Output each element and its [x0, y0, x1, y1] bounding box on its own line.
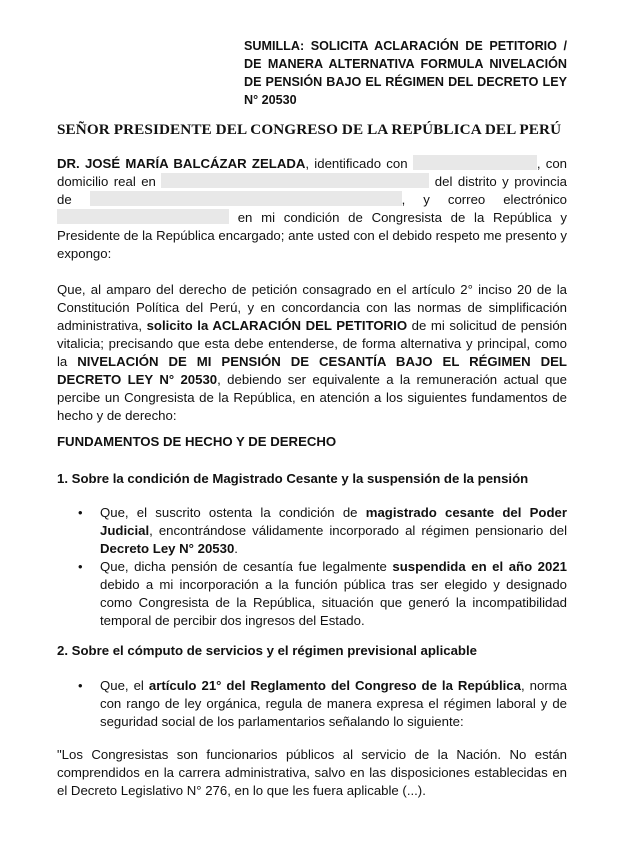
list-item-text: Que, el [100, 678, 149, 693]
list-item-text: , norma con rango de ley orgánica, regula de manera expresa el régimen laboral y de seguridad social de los parlamentarios señalando lo siguiente: [100, 678, 567, 729]
redacted-address [161, 173, 429, 188]
intro-text: , y correo electrónico [401, 192, 567, 207]
paragraph-text: , debiendo ser equivalente a la remuneración actual que percibe un Congresista de la República, en atención a los siguientes fundamentos de hecho y de derecho: [57, 372, 567, 423]
paragraph-bold-text: NIVELACIÓN DE MI PENSIÓN DE CESANTÍA BAJO EL RÉGIMEN DEL DECRETO LEY N° 20530 [57, 354, 567, 387]
legal-quote: "Los Congresistas son funcionarios públicos al servicio de la Nación. No están comprendidos en la carrera administrativa, salvo en las disposiciones establecidas en el Decreto Legislativo N° 276, en lo que les fuera aplicable (...). [57, 747, 567, 798]
list-item [78, 558, 568, 630]
paragraph-bold-text: solicito la ACLARACIÓN DEL PETITORIO [146, 318, 408, 333]
list-item-text: Que, dicha pensión de cesantía fue legalmente [100, 559, 393, 574]
list-item-text: Que, el suscrito ostenta la condición de [100, 505, 366, 520]
sumilla: SUMILLA: SOLICITA ACLARACIÓN DE PETITORIO / DE MANERA ALTERNATIVA FORMULA NIVELACIÓN DE PENSIÓN BAJO EL RÉGIMEN DEL DECRETO LEY N° 20530 [244, 39, 567, 107]
intro-text: en mi condición de Congresista de la República y Presidente de la República encargado; ante usted con el debido respeto me presento y expongo: [57, 210, 567, 261]
bullet-icon: • [78, 559, 83, 574]
list-item-text: , encontrándose válidamente incorporado al régimen pensionario del [149, 523, 567, 538]
redacted-id [413, 155, 537, 170]
addressee: SEÑOR PRESIDENTE DEL CONGRESO DE LA REPÚBLICA DEL PERÚ [57, 121, 562, 138]
bullet-icon: • [78, 678, 83, 693]
petitioner-name: DR. JOSÉ MARÍA BALCÁZAR ZELADA [57, 156, 306, 171]
intro-paragraph [57, 155, 567, 263]
list-item-bold-text: magistrado cesante del Poder Judicial [100, 505, 567, 538]
intro-text: del distrito y provincia de [57, 174, 567, 207]
section-2-title: 2. Sobre el cómputo de servicios y el régimen previsional aplicable [57, 643, 477, 658]
paragraph-text: Que, al amparo del derecho de petición consagrado en el artículo 2° inciso 20 de la Constitución Política del Perú, y en concordancia con las normas de simplificación administrativa, [57, 282, 567, 333]
redacted-district [90, 191, 402, 206]
list-item [78, 677, 567, 731]
list-item-bold-text: artículo 21° del Reglamento del Congreso de la República [148, 678, 521, 693]
section-heading: FUNDAMENTOS DE HECHO Y DE DERECHO [57, 434, 337, 449]
list-item-bold-text: Decreto Ley N° 20530 [100, 541, 235, 556]
intro-text: , con domicilio real en [57, 156, 567, 189]
list-item-bold-text: suspendida en el año 2021 [392, 559, 568, 574]
bullet-icon: • [78, 505, 83, 520]
intro-text: , identificado con [305, 156, 413, 171]
list-item-text: . [234, 541, 238, 556]
section-1-title: 1. Sobre la condición de Magistrado Cesante y la suspensión de la pensión [57, 471, 529, 486]
redacted-email [57, 209, 229, 224]
list-item-text: debido a mi incorporación a la función pública tras ser elegido y designado como Congresista de la República, situación que generó la incompatibilidad temporal de percibir dos ingresos del Estado. [100, 577, 567, 628]
paragraph-text: de mi solicitud de pensión vitalicia; precisando que esta debe entenderse, de forma alternativa y principal, como la [57, 318, 567, 369]
petition-paragraph [57, 281, 567, 425]
list-item [78, 504, 567, 558]
